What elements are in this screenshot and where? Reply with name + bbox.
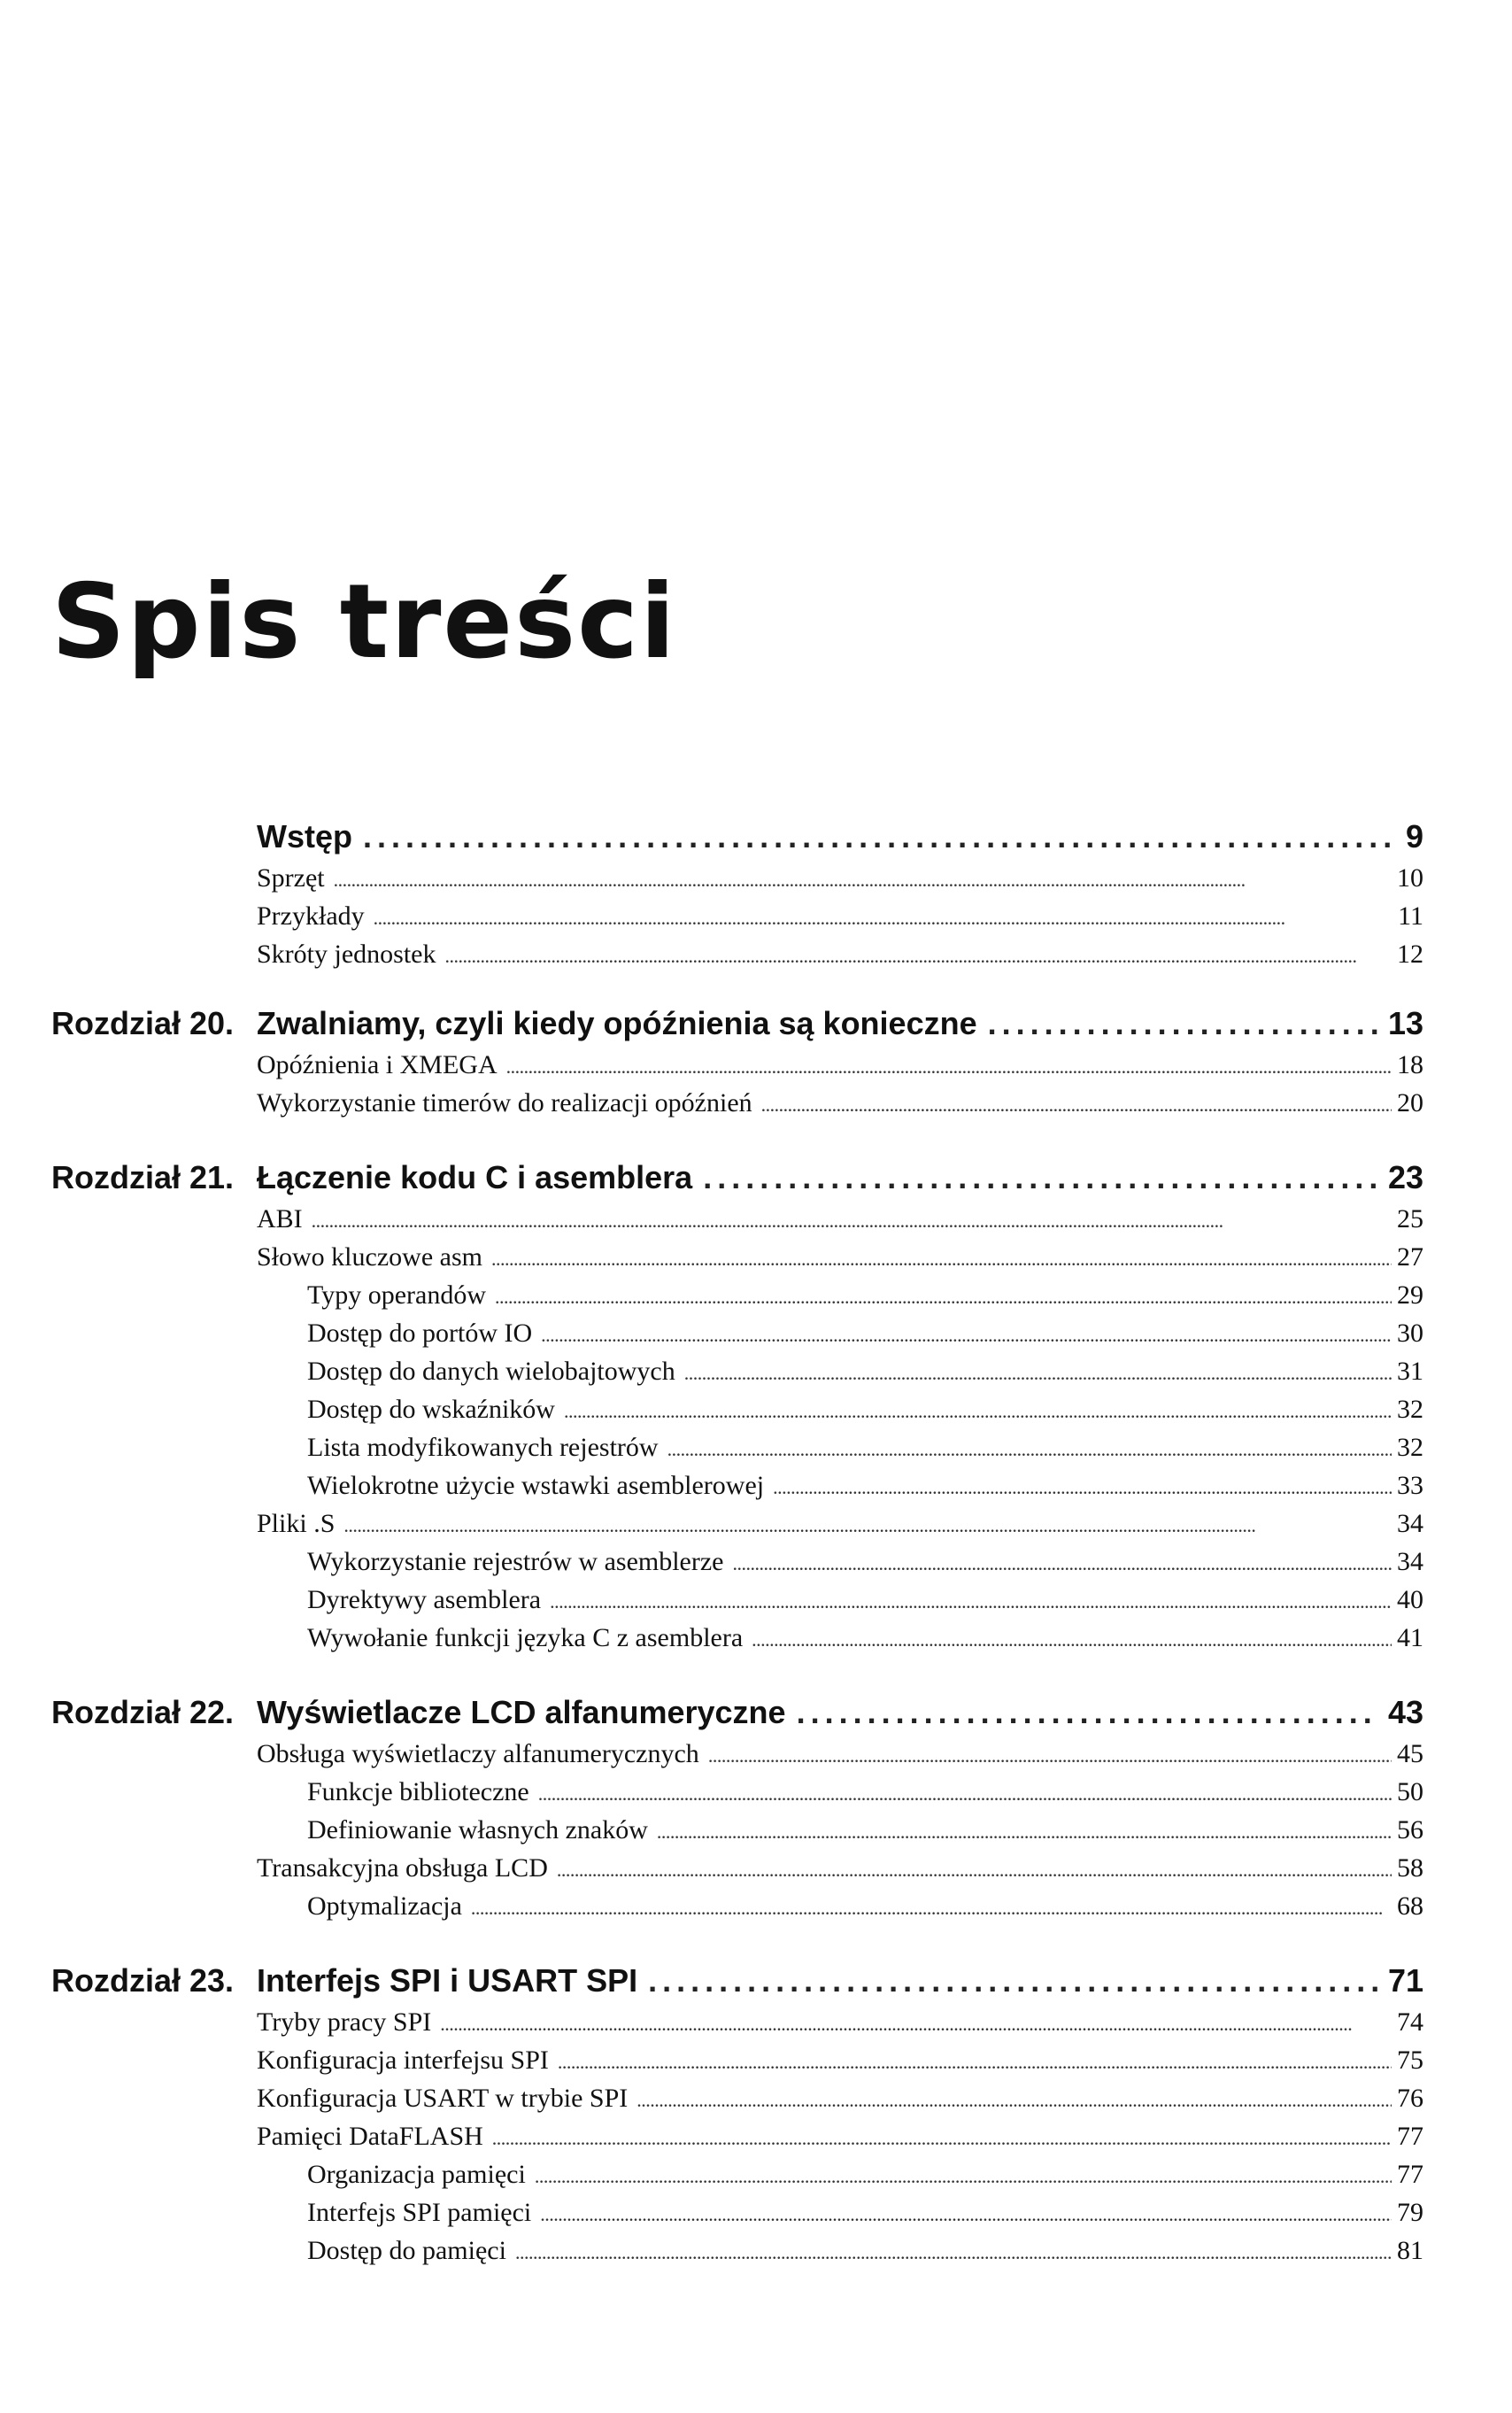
- toc-subsection-row: [51, 1581, 1423, 1619]
- dot-leader: [684, 1354, 1392, 1392]
- subsection-title: Dostęp do portów IO: [307, 1319, 533, 1348]
- section-page-number: 18: [1397, 1050, 1423, 1079]
- toc-section-row: [51, 897, 1423, 935]
- chapter-heading: [257, 1002, 1423, 1046]
- dot-leader: [515, 2233, 1392, 2271]
- dot-leader: [374, 899, 1392, 937]
- section-title: Transakcyjna obsługa LCD: [257, 1853, 548, 1883]
- subsection-title: Wywołanie funkcji języka C z asemblera: [307, 1623, 744, 1652]
- toc-chapter: [51, 1002, 1423, 1122]
- toc-subsection-row: [51, 1619, 1423, 1657]
- toc-subsection-row: [51, 1811, 1423, 1849]
- dot-leader: [334, 861, 1392, 899]
- subsection-page-number: 33: [1397, 1471, 1423, 1500]
- toc-section-row: [51, 1200, 1423, 1238]
- chapter-page-number: 71: [1387, 1962, 1423, 1999]
- subsection-page-number: 79: [1397, 2198, 1423, 2227]
- subsection-title: Dyrektywy asemblera: [307, 1585, 542, 1614]
- subsection-title: Interfejs SPI pamięci: [307, 2198, 532, 2227]
- dot-leader: [506, 1048, 1392, 1086]
- toc-section-row: [51, 1504, 1423, 1543]
- dot-leader: [733, 1544, 1392, 1582]
- chapter-heading: [257, 1959, 1423, 2003]
- dot-leader: [988, 1002, 1377, 1046]
- dot-leader: [440, 2005, 1392, 2043]
- dot-leader: [761, 1086, 1392, 1124]
- subsection-page-number: 77: [1397, 2160, 1423, 2189]
- section-title: Pamięci DataFLASH: [257, 2122, 483, 2151]
- toc-chapter: [51, 1690, 1423, 1925]
- section-page-number: 58: [1397, 1853, 1423, 1883]
- chapter-title: Zwalniamy, czyli kiedy opóźnienia są konieczne: [257, 1005, 977, 1041]
- chapter-label: Rozdział 22.: [51, 1694, 235, 1730]
- toc-chapter-row: [51, 1959, 1423, 2003]
- toc-subsection-row: [51, 1543, 1423, 1581]
- subsection-page-number: 30: [1397, 1319, 1423, 1348]
- chapter-label: Rozdział 20.: [51, 1005, 235, 1041]
- toc-chapter-row: [51, 1002, 1423, 1046]
- toc-section-row: [51, 2003, 1423, 2041]
- dot-leader: [558, 2043, 1392, 2081]
- dot-leader: [773, 1468, 1392, 1506]
- dot-leader: [535, 2157, 1392, 2195]
- toc-subsection-row: [51, 1773, 1423, 1811]
- chapter-label: Rozdział 21.: [51, 1159, 235, 1195]
- subsection-page-number: 50: [1397, 1777, 1423, 1806]
- dot-leader: [541, 1316, 1392, 1354]
- chapter-page-number: 43: [1387, 1694, 1423, 1730]
- subsection-title: Funkcje biblioteczne: [307, 1777, 529, 1806]
- subsection-page-number: 34: [1397, 1547, 1423, 1576]
- subsection-page-number: 32: [1397, 1433, 1423, 1462]
- chapter-heading: [257, 1690, 1423, 1735]
- section-title: Wykorzystanie timerów do realizacji opóźnień: [257, 1088, 752, 1118]
- section-title: Przykłady: [257, 901, 365, 931]
- dot-leader: [312, 1202, 1392, 1240]
- dot-leader: [363, 815, 1395, 859]
- toc-subsection-row: [51, 2193, 1423, 2231]
- toc-chapter-row: [51, 1690, 1423, 1735]
- dot-leader: [703, 1156, 1377, 1200]
- section-title: Sprzęt: [257, 863, 325, 893]
- section-page-number: 77: [1397, 2122, 1423, 2151]
- dot-leader: [708, 1736, 1392, 1775]
- chapter-heading: [257, 815, 1423, 859]
- subsection-title: Lista modyfikowanych rejestrów: [307, 1433, 659, 1462]
- chapter-title: Wstęp: [257, 818, 352, 855]
- dot-leader: [797, 1690, 1377, 1735]
- chapter-page-number: 23: [1387, 1159, 1423, 1195]
- chapter-title: Łączenie kodu C i asemblera: [257, 1159, 693, 1195]
- subsection-title: Dostęp do wskaźników: [307, 1395, 555, 1424]
- chapter-page-number: 13: [1387, 1005, 1423, 1041]
- subsection-page-number: 31: [1397, 1357, 1423, 1386]
- chapter-title: Wyświetlacze LCD alfanumeryczne: [257, 1694, 786, 1730]
- section-title: Konfiguracja USART w trybie SPI: [257, 2084, 629, 2113]
- dot-leader: [538, 1775, 1392, 1813]
- section-page-number: 25: [1397, 1204, 1423, 1234]
- section-page-number: 76: [1397, 2084, 1423, 2113]
- subsection-page-number: 56: [1397, 1815, 1423, 1845]
- toc-chapter-row: [51, 815, 1423, 859]
- dot-leader: [648, 1959, 1377, 2003]
- toc-subsection-row: [51, 1352, 1423, 1390]
- dot-leader: [445, 937, 1392, 975]
- toc-subsection-row: [51, 2231, 1423, 2270]
- subsection-title: Typy operandów: [307, 1280, 487, 1310]
- toc-chapter: [51, 1959, 1423, 2270]
- section-title: ABI: [257, 1204, 303, 1234]
- subsection-page-number: 68: [1397, 1891, 1423, 1921]
- section-page-number: 34: [1397, 1509, 1423, 1538]
- toc-chapter-row: [51, 1156, 1423, 1200]
- section-page-number: 10: [1397, 863, 1423, 893]
- toc-subsection-row: [51, 1466, 1423, 1504]
- toc-subsection-row: [51, 1390, 1423, 1428]
- toc-chapter: [51, 1156, 1423, 1657]
- toc-section-row: [51, 1046, 1423, 1084]
- toc-section-row: [51, 859, 1423, 897]
- toc-section-row: [51, 935, 1423, 973]
- section-page-number: 20: [1397, 1088, 1423, 1118]
- section-page-number: 12: [1397, 940, 1423, 969]
- section-page-number: 11: [1398, 901, 1423, 931]
- section-page-number: 74: [1397, 2007, 1423, 2037]
- section-title: Tryby pracy SPI: [257, 2007, 432, 2037]
- dot-leader: [471, 1889, 1392, 1927]
- dot-leader: [667, 1430, 1392, 1468]
- subsection-title: Wykorzystanie rejestrów w asemblerze: [307, 1547, 724, 1576]
- section-title: Konfiguracja interfejsu SPI: [257, 2046, 549, 2075]
- chapter-title: Interfejs SPI i USART SPI: [257, 1962, 638, 1999]
- section-page-number: 45: [1397, 1739, 1423, 1768]
- subsection-page-number: 41: [1397, 1623, 1423, 1652]
- toc-section-row: [51, 1735, 1423, 1773]
- dot-leader: [564, 1392, 1392, 1430]
- toc-section-row: [51, 2041, 1423, 2079]
- dot-leader: [540, 2195, 1392, 2233]
- subsection-title: Optymalizacja: [307, 1891, 462, 1921]
- toc-subsection-row: [51, 1428, 1423, 1466]
- dot-leader: [752, 1620, 1392, 1659]
- section-title: Obsługa wyświetlaczy alfanumerycznych: [257, 1739, 699, 1768]
- toc-subsection-row: [51, 2155, 1423, 2193]
- section-title: Słowo kluczowe asm: [257, 1242, 482, 1272]
- dot-leader: [343, 1506, 1392, 1544]
- section-page-number: 27: [1397, 1242, 1423, 1272]
- chapter-heading: [257, 1156, 1423, 1200]
- section-title: Opóźnienia i XMEGA: [257, 1050, 498, 1079]
- toc-section-row: [51, 1084, 1423, 1122]
- section-title: Pliki .S: [257, 1509, 336, 1538]
- toc-subsection-row: [51, 1887, 1423, 1925]
- dot-leader: [491, 1240, 1392, 1278]
- page-title: Spis treści: [51, 562, 677, 682]
- dot-leader: [636, 2081, 1392, 2119]
- section-page-number: 75: [1397, 2046, 1423, 2075]
- dot-leader: [557, 1851, 1392, 1889]
- subsection-page-number: 32: [1397, 1395, 1423, 1424]
- section-title: Skróty jednostek: [257, 940, 436, 969]
- dot-leader: [657, 1813, 1392, 1851]
- toc-subsection-row: [51, 1276, 1423, 1314]
- chapter-label: Rozdział 23.: [51, 1962, 235, 1999]
- dot-leader: [550, 1582, 1392, 1620]
- dot-leader: [495, 1278, 1392, 1316]
- toc-section-row: [51, 1238, 1423, 1276]
- toc-section-row: [51, 1849, 1423, 1887]
- subsection-page-number: 40: [1397, 1585, 1423, 1614]
- toc-subsection-row: [51, 1314, 1423, 1352]
- toc-chapter: [51, 815, 1423, 973]
- subsection-title: Dostęp do pamięci: [307, 2236, 506, 2265]
- subsection-title: Definiowanie własnych znaków: [307, 1815, 648, 1845]
- toc-section-row: [51, 2079, 1423, 2117]
- subsection-title: Organizacja pamięci: [307, 2160, 526, 2189]
- subsection-page-number: 29: [1397, 1280, 1423, 1310]
- toc-section-row: [51, 2117, 1423, 2155]
- subsection-page-number: 81: [1397, 2236, 1423, 2265]
- subsection-title: Dostęp do danych wielobajtowych: [307, 1357, 675, 1386]
- chapter-page-number: 9: [1405, 818, 1423, 855]
- subsection-title: Wielokrotne użycie wstawki asemblerowej: [307, 1471, 765, 1500]
- dot-leader: [492, 2119, 1392, 2157]
- table-of-contents: [51, 815, 1423, 2303]
